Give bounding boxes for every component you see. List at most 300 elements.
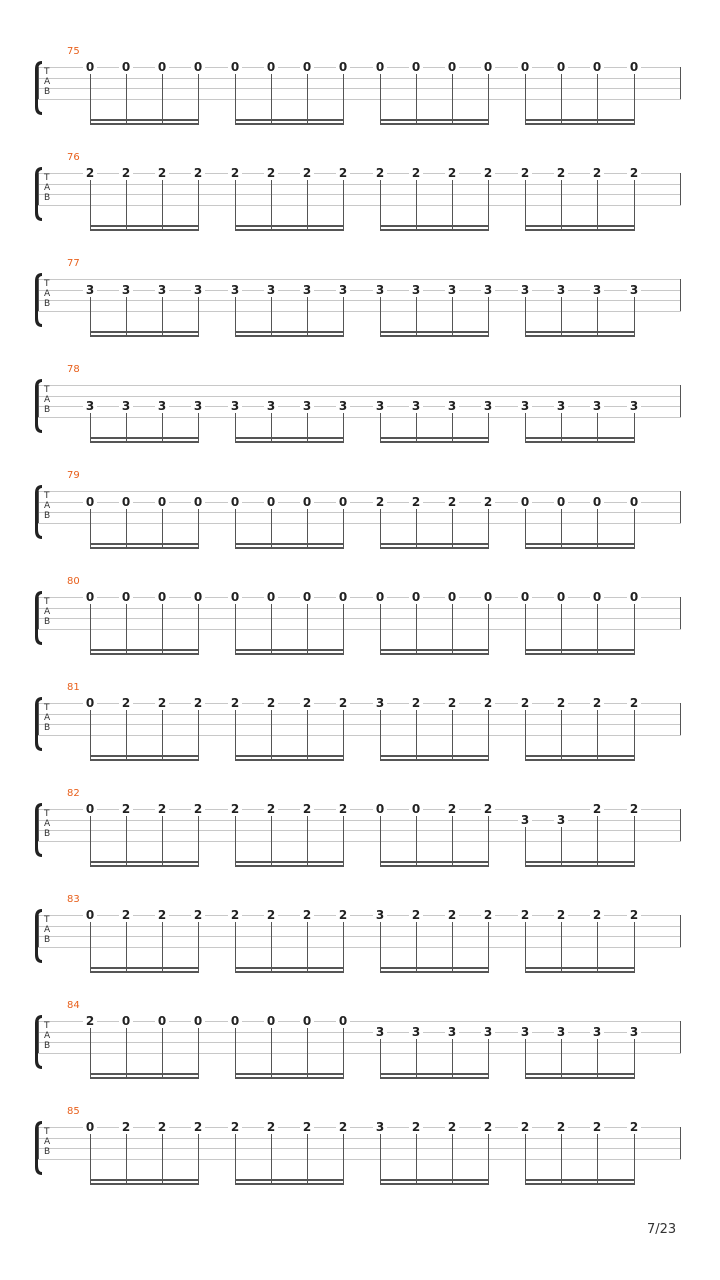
fret-number: 3 bbox=[264, 284, 278, 296]
fret-number: 0 bbox=[264, 1015, 278, 1027]
fret-number: 0 bbox=[155, 1015, 169, 1027]
tab-clef-letter: A bbox=[44, 607, 51, 617]
staff-line bbox=[38, 173, 681, 174]
fret-number: 3 bbox=[481, 284, 495, 296]
beam bbox=[235, 441, 344, 443]
tab-system bbox=[0, 46, 720, 145]
note-stem bbox=[271, 180, 272, 231]
measure-number: 83 bbox=[67, 894, 80, 905]
tab-system bbox=[0, 364, 720, 463]
fret-number: 0 bbox=[228, 1015, 242, 1027]
note-stem bbox=[271, 922, 272, 973]
note-stem bbox=[416, 180, 417, 231]
note-stem bbox=[307, 74, 308, 125]
beam bbox=[380, 225, 489, 227]
note-stem bbox=[525, 604, 526, 655]
fret-number: 0 bbox=[191, 61, 205, 73]
fret-number: 0 bbox=[336, 1015, 350, 1027]
note-stem bbox=[162, 710, 163, 761]
note-stem bbox=[90, 816, 91, 867]
fret-number: 0 bbox=[373, 803, 387, 815]
beam bbox=[235, 865, 344, 867]
beam bbox=[235, 225, 344, 227]
fret-number: 0 bbox=[191, 591, 205, 603]
beam bbox=[90, 437, 199, 439]
beam bbox=[90, 225, 199, 227]
fret-number: 3 bbox=[481, 400, 495, 412]
fret-number: 3 bbox=[373, 284, 387, 296]
staff-line bbox=[38, 629, 681, 630]
fret-number: 2 bbox=[590, 803, 604, 815]
opening-barline bbox=[38, 67, 39, 99]
beam bbox=[90, 1073, 199, 1075]
barline bbox=[680, 67, 681, 99]
tab-system bbox=[0, 682, 720, 781]
beam bbox=[380, 755, 489, 757]
fret-number: 2 bbox=[300, 167, 314, 179]
fret-number: 2 bbox=[481, 496, 495, 508]
note-stem bbox=[561, 710, 562, 761]
fret-number: 0 bbox=[590, 61, 604, 73]
note-stem bbox=[452, 74, 453, 125]
fret-number: 0 bbox=[83, 61, 97, 73]
note-stem bbox=[525, 1134, 526, 1185]
fret-number: 3 bbox=[83, 284, 97, 296]
note-stem bbox=[271, 74, 272, 125]
fret-number: 0 bbox=[83, 591, 97, 603]
fret-number: 2 bbox=[554, 697, 568, 709]
beam bbox=[235, 1183, 344, 1185]
measure-number: 85 bbox=[67, 1106, 80, 1117]
fret-number: 2 bbox=[336, 167, 350, 179]
fret-number: 3 bbox=[373, 400, 387, 412]
fret-number: 2 bbox=[155, 167, 169, 179]
beam bbox=[90, 861, 199, 863]
note-stem bbox=[126, 604, 127, 655]
beam bbox=[235, 649, 344, 651]
beam bbox=[235, 543, 344, 545]
tab-clef-letter: B bbox=[44, 405, 51, 415]
beam bbox=[90, 123, 199, 125]
fret-number: 0 bbox=[336, 61, 350, 73]
fret-number: 3 bbox=[518, 814, 532, 826]
tab-clef-letter: A bbox=[44, 289, 51, 299]
fret-number: 0 bbox=[155, 496, 169, 508]
note-stem bbox=[488, 922, 489, 973]
fret-number: 2 bbox=[445, 909, 459, 921]
fret-number: 3 bbox=[518, 1026, 532, 1038]
beam bbox=[235, 123, 344, 125]
beam bbox=[90, 1179, 199, 1181]
beam bbox=[90, 865, 199, 867]
fret-number: 0 bbox=[445, 591, 459, 603]
fret-number: 2 bbox=[300, 909, 314, 921]
barline bbox=[680, 385, 681, 417]
fret-number: 3 bbox=[554, 814, 568, 826]
note-stem bbox=[488, 74, 489, 125]
beam bbox=[235, 967, 344, 969]
tab-clef-letter: A bbox=[44, 77, 51, 87]
fret-number: 2 bbox=[336, 1121, 350, 1133]
beam bbox=[525, 971, 635, 973]
staff-line bbox=[38, 809, 681, 810]
fret-number: 2 bbox=[373, 167, 387, 179]
fret-number: 2 bbox=[155, 697, 169, 709]
fret-number: 2 bbox=[191, 909, 205, 921]
fret-number: 3 bbox=[373, 697, 387, 709]
beam bbox=[525, 331, 635, 333]
note-stem bbox=[162, 604, 163, 655]
fret-number: 2 bbox=[336, 697, 350, 709]
fret-number: 2 bbox=[409, 697, 423, 709]
note-stem bbox=[380, 1134, 381, 1185]
beam bbox=[525, 225, 635, 227]
beam bbox=[525, 335, 635, 337]
fret-number: 3 bbox=[445, 1026, 459, 1038]
beam bbox=[380, 331, 489, 333]
staff-line bbox=[38, 1042, 681, 1043]
staff-line bbox=[38, 184, 681, 185]
staff-line bbox=[38, 841, 681, 842]
staff-line bbox=[38, 491, 681, 492]
opening-barline bbox=[38, 385, 39, 417]
measure-number: 79 bbox=[67, 470, 80, 481]
tab-clef-letter: B bbox=[44, 511, 51, 521]
note-stem bbox=[162, 74, 163, 125]
tab-clef-letter: T bbox=[44, 385, 50, 395]
note-stem bbox=[343, 816, 344, 867]
beam bbox=[235, 437, 344, 439]
note-stem bbox=[452, 710, 453, 761]
tab-clef-letter: A bbox=[44, 1031, 51, 1041]
note-stem bbox=[343, 710, 344, 761]
tab-clef-letter: T bbox=[44, 1127, 50, 1137]
fret-number: 0 bbox=[83, 909, 97, 921]
note-stem bbox=[634, 710, 635, 761]
tab-system bbox=[0, 788, 720, 887]
tab-clef-letter: T bbox=[44, 597, 50, 607]
tab-system bbox=[0, 470, 720, 569]
fret-number: 0 bbox=[155, 591, 169, 603]
fret-number: 0 bbox=[119, 591, 133, 603]
fret-number: 0 bbox=[119, 1015, 133, 1027]
fret-number: 3 bbox=[228, 400, 242, 412]
fret-number: 2 bbox=[590, 1121, 604, 1133]
note-stem bbox=[416, 922, 417, 973]
note-stem bbox=[597, 710, 598, 761]
beam bbox=[380, 967, 489, 969]
note-stem bbox=[162, 1134, 163, 1185]
beam bbox=[380, 1179, 489, 1181]
note-stem bbox=[126, 816, 127, 867]
note-stem bbox=[198, 74, 199, 125]
fret-number: 2 bbox=[264, 803, 278, 815]
note-stem bbox=[634, 1134, 635, 1185]
fret-number: 0 bbox=[518, 591, 532, 603]
note-stem bbox=[162, 816, 163, 867]
fret-number: 3 bbox=[191, 400, 205, 412]
fret-number: 2 bbox=[336, 909, 350, 921]
fret-number: 2 bbox=[481, 1121, 495, 1133]
barline bbox=[680, 279, 681, 311]
fret-number: 2 bbox=[627, 1121, 641, 1133]
staff-line bbox=[38, 88, 681, 89]
opening-barline bbox=[38, 809, 39, 841]
note-stem bbox=[126, 1134, 127, 1185]
fret-number: 3 bbox=[228, 284, 242, 296]
tab-clef-letter: A bbox=[44, 1137, 51, 1147]
beam bbox=[525, 441, 635, 443]
beam bbox=[90, 1183, 199, 1185]
fret-number: 3 bbox=[518, 400, 532, 412]
fret-number: 3 bbox=[336, 400, 350, 412]
note-stem bbox=[561, 180, 562, 231]
beam bbox=[90, 229, 199, 231]
fret-number: 2 bbox=[119, 167, 133, 179]
beam bbox=[235, 229, 344, 231]
staff-line bbox=[38, 936, 681, 937]
fret-number: 2 bbox=[445, 167, 459, 179]
fret-number: 0 bbox=[590, 591, 604, 603]
fret-number: 2 bbox=[264, 909, 278, 921]
fret-number: 3 bbox=[155, 400, 169, 412]
beam bbox=[380, 437, 489, 439]
staff-line bbox=[38, 290, 681, 291]
fret-number: 2 bbox=[518, 167, 532, 179]
fret-number: 2 bbox=[481, 697, 495, 709]
opening-barline bbox=[38, 279, 39, 311]
note-stem bbox=[634, 74, 635, 125]
fret-number: 0 bbox=[409, 61, 423, 73]
tab-clef-letter: B bbox=[44, 935, 51, 945]
staff-line bbox=[38, 99, 681, 100]
fret-number: 0 bbox=[300, 61, 314, 73]
note-stem bbox=[162, 1028, 163, 1079]
fret-number: 2 bbox=[590, 167, 604, 179]
note-stem bbox=[271, 1134, 272, 1185]
staff-line bbox=[38, 1138, 681, 1139]
fret-number: 0 bbox=[554, 591, 568, 603]
note-stem bbox=[452, 922, 453, 973]
fret-number: 3 bbox=[119, 284, 133, 296]
fret-number: 2 bbox=[627, 697, 641, 709]
barline bbox=[680, 491, 681, 523]
tab-clef-letter: A bbox=[44, 183, 51, 193]
fret-number: 0 bbox=[373, 591, 387, 603]
fret-number: 0 bbox=[83, 697, 97, 709]
staff-line bbox=[38, 735, 681, 736]
fret-number: 3 bbox=[83, 400, 97, 412]
fret-number: 0 bbox=[627, 496, 641, 508]
beam bbox=[235, 331, 344, 333]
fret-number: 3 bbox=[373, 909, 387, 921]
fret-number: 0 bbox=[228, 591, 242, 603]
barline bbox=[680, 1127, 681, 1159]
beam bbox=[235, 119, 344, 121]
tab-clef-letter: A bbox=[44, 819, 51, 829]
fret-number: 3 bbox=[409, 1026, 423, 1038]
note-stem bbox=[561, 1134, 562, 1185]
beam bbox=[525, 1073, 635, 1075]
note-stem bbox=[307, 604, 308, 655]
fret-number: 3 bbox=[445, 400, 459, 412]
fret-number: 3 bbox=[481, 1026, 495, 1038]
note-stem bbox=[235, 1134, 236, 1185]
tab-clef-letter: T bbox=[44, 1021, 50, 1031]
fret-number: 0 bbox=[336, 496, 350, 508]
beam bbox=[90, 755, 199, 757]
fret-number: 0 bbox=[191, 496, 205, 508]
note-stem bbox=[198, 604, 199, 655]
staff-line bbox=[38, 417, 681, 418]
staff-line bbox=[38, 523, 681, 524]
note-stem bbox=[488, 604, 489, 655]
tab-clef-letter: A bbox=[44, 395, 51, 405]
fret-number: 2 bbox=[409, 909, 423, 921]
fret-number: 2 bbox=[191, 697, 205, 709]
beam bbox=[90, 119, 199, 121]
beam bbox=[380, 335, 489, 337]
note-stem bbox=[307, 816, 308, 867]
fret-number: 0 bbox=[83, 496, 97, 508]
beam bbox=[525, 1179, 635, 1181]
beam bbox=[235, 755, 344, 757]
note-stem bbox=[525, 74, 526, 125]
fret-number: 2 bbox=[627, 167, 641, 179]
barline bbox=[680, 173, 681, 205]
note-stem bbox=[597, 1134, 598, 1185]
staff-line bbox=[38, 1053, 681, 1054]
fret-number: 2 bbox=[627, 803, 641, 815]
note-stem bbox=[343, 1134, 344, 1185]
opening-barline bbox=[38, 703, 39, 735]
fret-number: 2 bbox=[191, 1121, 205, 1133]
note-stem bbox=[126, 180, 127, 231]
staff-line bbox=[38, 300, 681, 301]
fret-number: 0 bbox=[518, 61, 532, 73]
note-stem bbox=[235, 180, 236, 231]
fret-number: 2 bbox=[445, 1121, 459, 1133]
beam bbox=[90, 335, 199, 337]
beam bbox=[235, 335, 344, 337]
staff-line bbox=[38, 724, 681, 725]
beam bbox=[235, 1077, 344, 1079]
barline bbox=[680, 915, 681, 947]
fret-number: 0 bbox=[155, 61, 169, 73]
tab-clef-letter: T bbox=[44, 915, 50, 925]
beam bbox=[525, 861, 635, 863]
fret-number: 2 bbox=[445, 496, 459, 508]
beam bbox=[525, 967, 635, 969]
fret-number: 2 bbox=[119, 803, 133, 815]
beam bbox=[380, 229, 489, 231]
note-stem bbox=[561, 74, 562, 125]
beam bbox=[380, 547, 489, 549]
staff-line bbox=[38, 947, 681, 948]
beam bbox=[90, 967, 199, 969]
tab-clef-letter: B bbox=[44, 1041, 51, 1051]
note-stem bbox=[126, 74, 127, 125]
note-stem bbox=[162, 180, 163, 231]
beam bbox=[380, 649, 489, 651]
opening-barline bbox=[38, 597, 39, 629]
fret-number: 0 bbox=[409, 803, 423, 815]
note-stem bbox=[90, 74, 91, 125]
tab-clef-letter: B bbox=[44, 829, 51, 839]
fret-number: 3 bbox=[300, 400, 314, 412]
beam bbox=[90, 543, 199, 545]
beam bbox=[90, 547, 199, 549]
note-stem bbox=[380, 922, 381, 973]
beam bbox=[235, 971, 344, 973]
note-stem bbox=[235, 816, 236, 867]
fret-number: 2 bbox=[191, 167, 205, 179]
note-stem bbox=[634, 816, 635, 867]
staff-line bbox=[38, 194, 681, 195]
barline bbox=[680, 809, 681, 841]
staff-line bbox=[38, 1148, 681, 1149]
fret-number: 0 bbox=[409, 591, 423, 603]
fret-number: 3 bbox=[155, 284, 169, 296]
note-stem bbox=[235, 710, 236, 761]
fret-number: 3 bbox=[554, 400, 568, 412]
fret-number: 3 bbox=[590, 284, 604, 296]
fret-number: 2 bbox=[445, 803, 459, 815]
note-stem bbox=[235, 604, 236, 655]
beam bbox=[380, 1073, 489, 1075]
beam bbox=[235, 861, 344, 863]
fret-number: 2 bbox=[155, 909, 169, 921]
note-stem bbox=[488, 816, 489, 867]
note-stem bbox=[561, 604, 562, 655]
fret-number: 3 bbox=[191, 284, 205, 296]
staff-line bbox=[38, 78, 681, 79]
tab-system bbox=[0, 1106, 720, 1205]
note-stem bbox=[307, 922, 308, 973]
note-stem bbox=[416, 710, 417, 761]
note-stem bbox=[525, 180, 526, 231]
barline bbox=[680, 597, 681, 629]
fret-number: 2 bbox=[228, 1121, 242, 1133]
tab-system bbox=[0, 576, 720, 675]
fret-number: 2 bbox=[228, 167, 242, 179]
note-stem bbox=[271, 1028, 272, 1079]
fret-number: 3 bbox=[409, 400, 423, 412]
measure-number: 84 bbox=[67, 1000, 80, 1011]
note-stem bbox=[162, 922, 163, 973]
note-stem bbox=[343, 1028, 344, 1079]
fret-number: 2 bbox=[155, 1121, 169, 1133]
fret-number: 2 bbox=[83, 167, 97, 179]
opening-barline bbox=[38, 173, 39, 205]
staff-line bbox=[38, 608, 681, 609]
tab-clef-letter: A bbox=[44, 925, 51, 935]
note-stem bbox=[90, 180, 91, 231]
fret-number: 0 bbox=[554, 496, 568, 508]
note-stem bbox=[380, 816, 381, 867]
note-stem bbox=[235, 74, 236, 125]
fret-number: 0 bbox=[264, 496, 278, 508]
tab-clef-letter: B bbox=[44, 193, 51, 203]
fret-number: 0 bbox=[554, 61, 568, 73]
fret-number: 2 bbox=[228, 697, 242, 709]
fret-number: 2 bbox=[300, 697, 314, 709]
note-stem bbox=[452, 816, 453, 867]
beam bbox=[235, 547, 344, 549]
staff-line bbox=[38, 1159, 681, 1160]
barline bbox=[680, 703, 681, 735]
note-stem bbox=[198, 1134, 199, 1185]
